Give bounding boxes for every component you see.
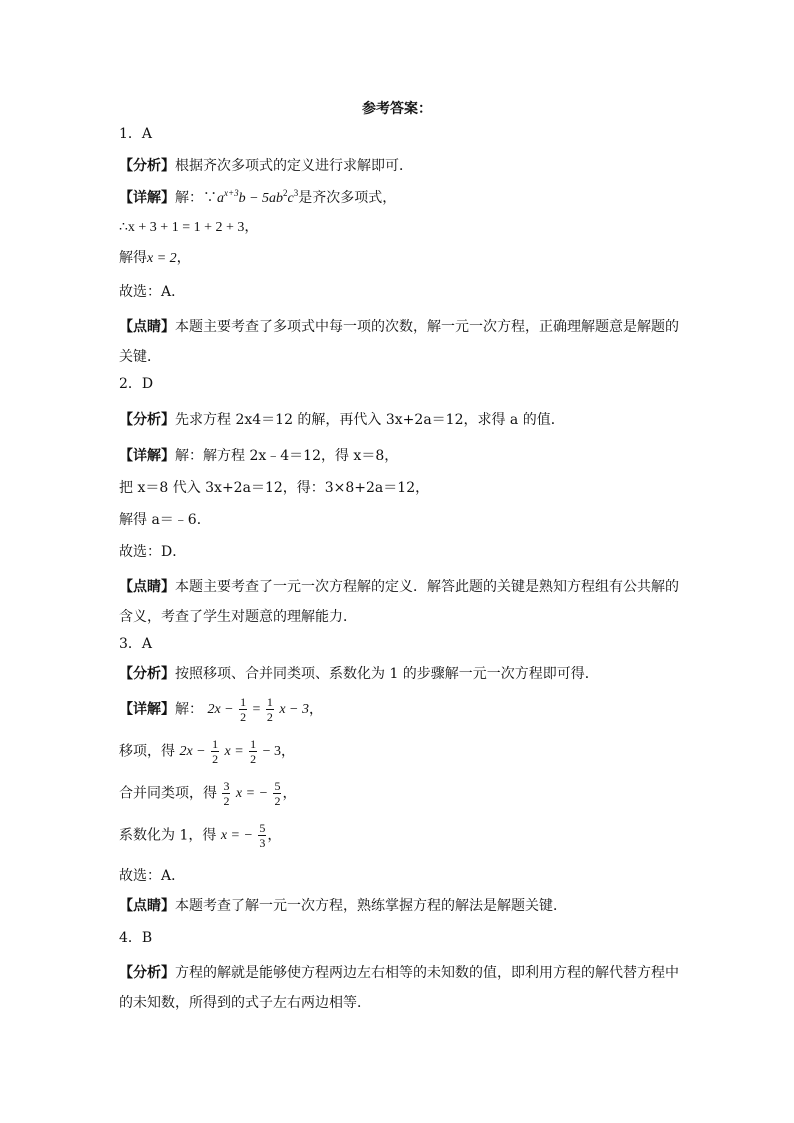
line3-prefix: 解得 [119,250,147,266]
s2-a: 2x − [179,744,206,759]
fraction [266,695,274,724]
detail-prefix: 解：∵ [175,190,217,206]
detail-tag: 【详解】 [119,701,175,718]
fraction [249,737,257,766]
s1-b: = [252,702,261,717]
line3-expr: x = 2 [147,251,177,266]
s4-end: ， [267,827,282,844]
analysis-tag: 【分析】 [119,412,175,428]
step4-equation [221,818,268,853]
denominator: 2 [274,793,281,808]
expr-exp3: 3 [293,188,299,198]
numerator: 5 [259,820,266,835]
q3-step2 [119,734,295,769]
s2-prefix: 移项，得 [119,743,175,760]
q1-line2: ∴x + 3 + 1 = 1 + 2 + 3， [119,220,259,235]
q1-header: 1．A [119,126,153,142]
q3-choice: 故选：A． [119,868,186,884]
step1-equation [207,692,309,727]
fraction [239,695,247,724]
analysis-tag: 【分析】 [119,965,175,981]
denominator: 2 [266,709,273,724]
numerator: 3 [223,778,230,793]
denominator: 3 [259,835,266,850]
analysis-text: 根据齐次多项式的定义进行求解即可． [175,158,413,174]
numerator: 5 [274,778,281,793]
expr-exp2: 2 [283,188,288,198]
fraction [222,779,230,808]
q1-detail [119,188,396,209]
note-tag: 【点睛】 [119,319,175,335]
analysis-text: 按照移项、合并同类项、系数化为 1 的步骤解一元一次方程即可得． [175,666,599,682]
s2-b: x = [224,744,244,759]
s3-prefix: 合并同类项，得 [119,785,217,802]
note-text: 本题主要考查了一元一次方程解的定义．解答此题的关键是熟知方程组有公共解的含义，考查了学生对题意的理解能力． [119,579,679,625]
q1-choice: 故选：A． [119,284,186,300]
expr-exp1: x+3 [224,188,239,198]
q3-note [119,896,567,916]
detail-prefix: 解： [175,701,203,718]
s3-end: ， [282,785,297,802]
q3-step4 [119,818,281,853]
expr-c: c [287,191,294,206]
fraction [273,779,281,808]
q3-header: 3．A [119,636,153,652]
numerator: 1 [240,694,247,709]
note-text: 本题主要考查了多项式中每一项的次数，解一元一次方程，正确理解题意是解题的关键． [119,319,679,365]
q1-line3 [119,248,191,269]
analysis-text: 方程的解就是能够使方程两边左右相等的未知数的值，即利用方程的解代替方程中的未知数，所得到的式子左右两边相等． [119,965,679,1011]
page-title: 参考答案： [362,101,432,117]
q2-analysis [119,410,565,430]
s3-b: x = − [235,786,269,801]
s4-prefix: 系数化为 1，得 [119,827,217,844]
step3-equation [221,776,282,811]
q2-note [119,572,679,632]
numerator: 1 [250,736,257,751]
denominator: 2 [240,709,247,724]
q4-header: 4．B [119,930,153,946]
fraction [211,737,219,766]
fraction [258,821,266,850]
s2-end: ， [281,743,296,760]
numerator: 1 [266,694,273,709]
denominator: 2 [212,751,219,766]
note-tag: 【点睛】 [119,898,175,914]
q2-header: 2．D [119,376,154,392]
q2-line3: 解得 a＝﹣6． [119,512,211,528]
denominator: 2 [223,793,230,808]
step2-equation [179,734,281,769]
s1-c: x − 3 [279,702,310,717]
s1-end: ， [309,701,324,718]
analysis-tag: 【分析】 [119,666,175,682]
q3-detail [119,692,323,727]
note-tag: 【点睛】 [119,579,175,595]
q4-analysis [119,958,679,1018]
q3-analysis [119,664,599,684]
q1-analysis [119,156,413,176]
q3-step3 [119,776,296,811]
detail-suffix: 是齐次多项式， [298,190,397,206]
denominator: 2 [250,751,257,766]
detail-tag: 【详解】 [119,190,175,206]
q1-note [119,312,679,372]
expr-a: a [217,191,224,206]
analysis-text: 先求方程 2x4＝12 的解，再代入 3x+2a＝12，求得 a 的值． [175,412,565,428]
detail-text: 解：解方程 2x﹣4＝12，得 x＝8， [175,448,399,464]
s1-a: 2x − [207,702,234,717]
numerator: 1 [212,736,219,751]
expr-b: b − 5ab [238,191,284,206]
note-text: 本题考查了解一元一次方程，熟练掌握方程的解法是解题关键． [175,898,567,914]
line3-suffix: ， [176,250,191,266]
q2-detail [119,446,398,466]
detail-tag: 【详解】 [119,448,175,464]
q2-choice: 故选：D． [119,544,187,560]
q2-line2: 把 x＝8 代入 3x+2a＝12，得：3×8+2a＝12， [119,480,430,496]
s4-b: x = − [220,828,253,843]
s2-c: − 3 [262,744,282,759]
analysis-tag: 【分析】 [119,158,175,174]
